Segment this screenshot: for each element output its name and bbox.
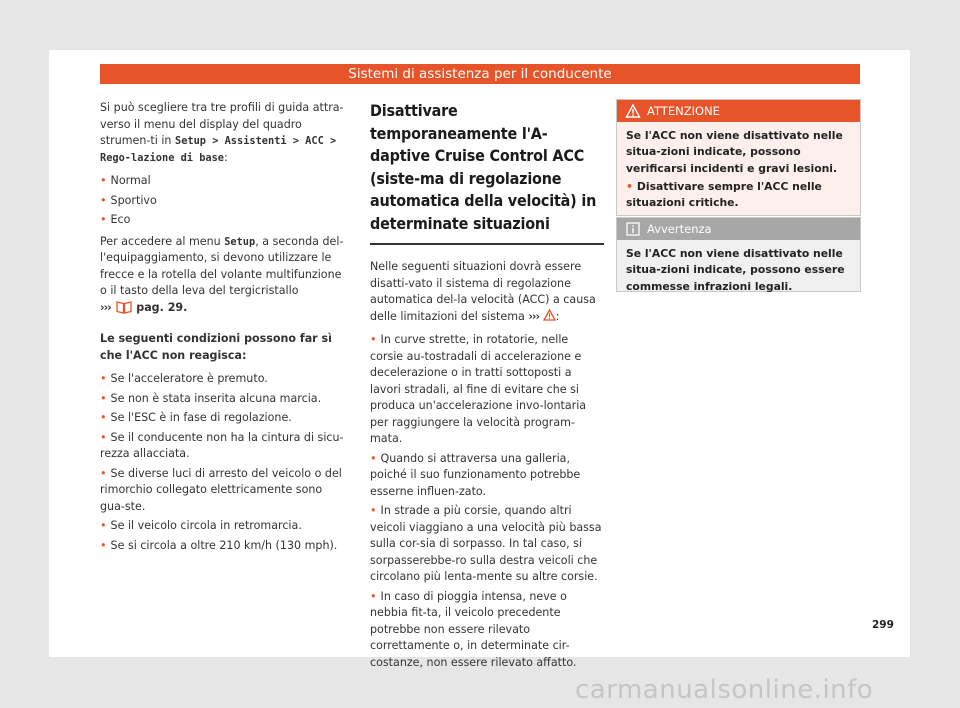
ref-arrows: ››› (528, 309, 540, 323)
book-icon (116, 300, 132, 320)
intro-colon: : (224, 150, 228, 164)
watermark: carmanualsonline.info (575, 675, 874, 705)
profile-item (100, 173, 345, 190)
bullet-dot: • (100, 466, 107, 480)
condition-item-text: Se l'ESC è in fase di regolazione. (110, 411, 292, 424)
bullet-dot: • (100, 391, 107, 405)
conditions-heading: Le seguenti condizioni possono far sì che l'ACC non reagisca: (100, 332, 332, 362)
page-number: 299 (872, 619, 894, 631)
condition-item (100, 410, 345, 427)
condition-item (100, 466, 345, 516)
warning-box (616, 99, 861, 216)
situation-item (370, 451, 604, 501)
situation-item (370, 589, 604, 672)
bullet-dot: • (100, 430, 107, 444)
condition-item-text: Se l'acceleratore è premuto. (110, 372, 268, 385)
setup-menu-name: Setup (224, 235, 256, 248)
info-icon (625, 218, 641, 247)
bullet-dot: • (100, 372, 107, 385)
condition-item (100, 391, 345, 408)
situation-item-text: In caso di pioggia intensa, neve o nebbia fit-ta, il veicolo precedente potrebbe non essere rilevato correttamente o, in determinate cir-costanze, non essere rilevato affatto. (370, 589, 577, 669)
situations-intro-colon: : (555, 309, 560, 323)
note-text: Se l'ACC non viene disattivato nelle situa-zioni indicate, possono essere commesse infrazioni legali. (626, 247, 845, 293)
warning-bullet-text: Disattivare sempre l'ACC nelle situazioni critiche. (626, 179, 822, 210)
condition-item (100, 430, 345, 463)
profile-item (100, 212, 345, 229)
setup-text: Per accedere al menu (100, 234, 225, 248)
profile-item-text: Eco (110, 213, 131, 226)
note-body (617, 240, 860, 295)
conditions-list (100, 371, 345, 554)
warning-title: ATTENZIONE (647, 104, 720, 118)
warning-bullet: • Disattivare sempre l'ACC nelle situazioni critiche. (626, 179, 822, 210)
ref-arrows: ››› (100, 300, 111, 314)
intro-paragraph (100, 100, 345, 166)
situations-intro (370, 259, 604, 325)
situation-item-text: Quando si attraversa una galleria, poiché il suo funzionamento potrebbe esserne influen-zato. (370, 451, 581, 498)
warning-triangle-icon (543, 310, 556, 323)
warning-header (617, 100, 860, 122)
bullet-dot: • (370, 333, 377, 346)
note-box (616, 217, 861, 292)
situation-item (370, 332, 604, 448)
profiles-list (100, 173, 345, 229)
situation-item-text: In strade a più corsie, quando altri veicoli viaggiano a una velocità più bassa sulla cor-sia di sorpasso. In tal caso, si sorpasserebbe-ro sulla destra veicoli che circolano più lenta-mente su altre corsie. (370, 504, 602, 583)
menu-path: Setup > Assistenti > ACC > Rego-lazione di base (100, 135, 337, 164)
intro-text: Si può scegliere tra tre profili di guida attra-verso il menu del display del quadro strumen-ti in (100, 101, 344, 147)
section-header: Sistemi di assistenza per il conducente (100, 64, 860, 84)
note-title: Avvertenza (647, 222, 712, 236)
bullet-dot: • (100, 538, 107, 552)
profile-item-text: Normal (110, 174, 151, 187)
condition-item (100, 538, 345, 555)
note-header (617, 218, 860, 240)
bullet-dot: • (370, 504, 377, 517)
condition-item-text: Se non è stata inserita alcuna marcia. (110, 391, 322, 405)
situations-list (370, 332, 604, 671)
condition-item-text: Se si circola a oltre 210 km/h (130 mph). (110, 538, 338, 552)
condition-item-text: Se diverse luci di arresto del veicolo o del rimorchio collegato elettricamente sono gua-ste. (100, 466, 342, 513)
warning-body (617, 122, 860, 211)
condition-item (100, 371, 345, 388)
situation-item-text: In curve strette, in rotatorie, nelle corsie au-tostradali di accelerazione e decelerazione o in tratti sottoposti a lavori stradali, al fine di evitare che si produca un'accelerazione invo-lontaria per raggiungere la velocità program-mata. (370, 333, 587, 445)
situations-intro-text: Nelle seguenti situazioni dovrà essere disatti-vato il sistema di regolazione automatica del-la velocità (ACC) a causa delle limitazioni del sistema (370, 260, 596, 323)
page-reference-link[interactable]: pag. 29. (136, 300, 188, 314)
setup-paragraph (100, 234, 345, 320)
bullet-dot: • (100, 174, 107, 187)
condition-item-text: Se il veicolo circola in retromarcia. (110, 519, 302, 532)
condition-item-text: Se il conducente non ha la cintura di sicu-rezza allacciata. (100, 430, 344, 460)
column-middle (370, 100, 604, 674)
column-left (100, 100, 345, 557)
warning-triangle-icon (625, 100, 641, 129)
setup-text-cont: , a seconda del-l'equipaggiamento, si devono utilizzare le frecce e la rotella del volante multifunzione o il tasto della leva del tergicristallo (100, 234, 344, 297)
warning-text: Se l'ACC non viene disattivato nelle situa-zioni indicate, possono verificarsi incidenti e gravi lesioni. (626, 129, 843, 175)
bullet-dot: • (100, 519, 107, 532)
bullet-dot: • (370, 589, 377, 603)
condition-item (100, 518, 345, 535)
bullet-dot: • (100, 411, 107, 424)
profile-item-text: Sportivo (110, 193, 157, 207)
situation-item (370, 503, 604, 586)
profile-item (100, 193, 345, 210)
bullet-dot: • (370, 451, 377, 465)
bullet-dot: • (100, 193, 107, 207)
section-heading: Disattivare temporaneamente l'A-daptive Cruise Control ACC (siste-ma di regolazione automatica della velocità) in determinate situazioni (370, 100, 604, 245)
bullet-dot: • (100, 213, 107, 226)
